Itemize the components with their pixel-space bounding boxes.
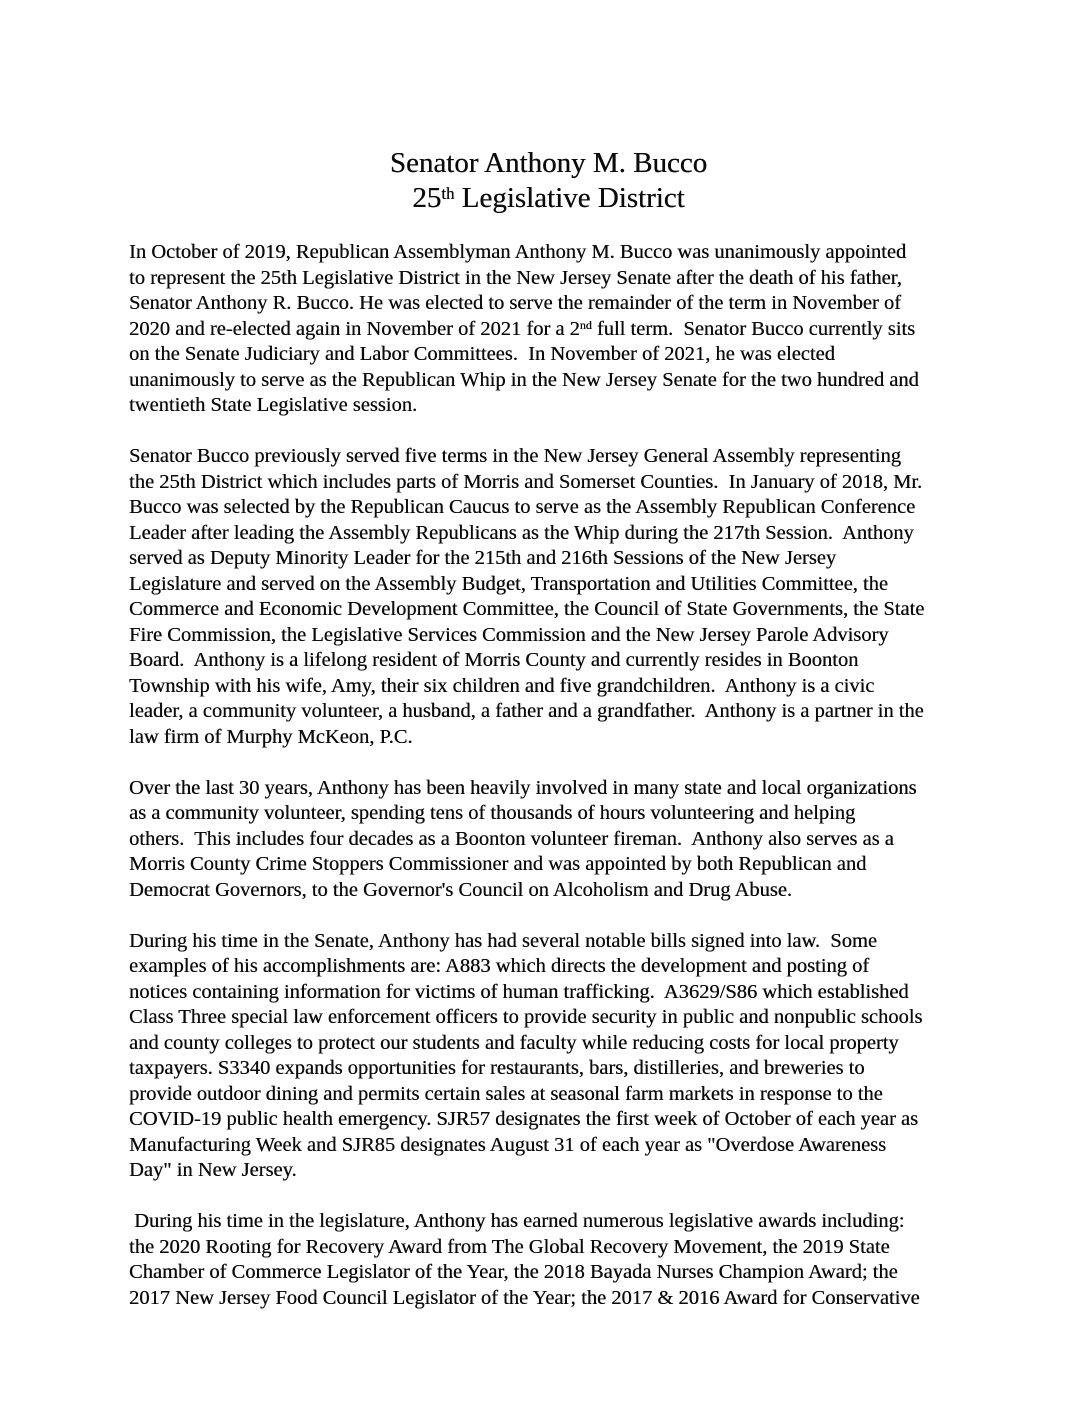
title-text: Senator Anthony M. Bucco (389, 147, 708, 179)
document-body (129, 240, 968, 1311)
paragraph-2 (129, 444, 968, 750)
text-line: Chamber of Commerce Legislator of the Year, the 2018 Bayada Nurses Champion Award; the (129, 1261, 898, 1283)
text-line: on the Senate Judiciary and Labor Committees. In November of 2021, he was elected (129, 343, 835, 365)
text-line: Fire Commission, the Legislative Services Commission and the New Jersey Parole Advisory (129, 623, 889, 646)
text-line: as a community volunteer, spending tens of thousands of hours volunteering and helping (129, 802, 856, 824)
text-line: Bucco was selected by the Republican Caucus to serve as the Assembly Republican Conference (129, 496, 916, 518)
paragraph-5 (129, 1209, 968, 1311)
text-line: unanimously to serve as the Republican Whip in the New Jersey Senate for the two hundred and (129, 368, 919, 391)
text-line: Township with his wife, Amy, their six children and five grandchildren. Anthony is a civic (129, 674, 875, 697)
text-segment: 2020 and re-elected again in November of 2021 for a 2 (129, 317, 580, 340)
document-title (129, 146, 968, 216)
text-line: leader, a community volunteer, a husband, a father and a grandfather. Anthony is a partner in the (129, 700, 924, 722)
text-line: In October of 2019, Republican Assemblyman Anthony M. Bucco was unanimously appointed (129, 241, 907, 263)
text-line: provide outdoor dining and permits certain sales at seasonal farm markets in response to the (129, 1082, 883, 1105)
text-line: taxpayers. S3340 expands opportunities for restaurants, bars, distilleries, and breweries to (129, 1057, 865, 1079)
text-line: to represent the 25th Legislative District in the New Jersey Senate after the death of his father, (129, 266, 902, 289)
text-line: served as Deputy Minority Leader for the 215th and 216th Sessions of the New Jersey (129, 547, 837, 569)
title-line-2 (129, 181, 968, 216)
title-text: 25 (412, 182, 442, 214)
text-line: notices containing information for victims of human trafficking. A3629/S86 which established (129, 980, 909, 1003)
superscript-ordinal: th (441, 184, 455, 204)
text-line: the 25th District which includes parts of Morris and Somerset Counties. In January of 2018, Mr. (129, 470, 923, 493)
superscript-ordinal: nd (579, 318, 592, 333)
text-line: and county colleges to protect our students and faculty while reducing costs for local property (129, 1031, 899, 1054)
title-line-1 (129, 146, 968, 181)
text-line: others. This includes four decades as a Boonton volunteer fireman. Anthony also serves as a (129, 827, 894, 850)
text-line: Leader after leading the Assembly Republicans as the Whip during the 217th Session. Anthony (129, 521, 914, 544)
text-line: Morris County Crime Stoppers Commissioner and was appointed by both Republican and (129, 853, 867, 875)
text-line: Day" in New Jersey. (129, 1159, 297, 1181)
text-line: Democrat Governors, to the Governor's Council on Alcoholism and Drug Abuse. (129, 878, 792, 901)
text-line: Over the last 30 years, Anthony has been heavily involved in many state and local organizations (129, 776, 917, 799)
text-line (129, 317, 968, 343)
text-line: the 2020 Rooting for Recovery Award from The Global Recovery Movement, the 2019 State (129, 1235, 890, 1258)
paragraph-1 (129, 240, 968, 419)
text-line: Class Three special law enforcement officers to provide security in public and nonpublic schools (129, 1006, 923, 1028)
paragraph-3 (129, 776, 968, 904)
text-line: COVID-19 public health emergency. SJR57 designates the first week of October of each year as (129, 1108, 918, 1130)
text-line: Board. Anthony is a lifelong resident of Morris County and currently resides in Boonton (129, 649, 859, 671)
text-line: Commerce and Economic Development Committee, the Council of State Governments, the State (129, 598, 925, 620)
text-segment: full term. Senator Bucco currently sits (591, 317, 916, 340)
title-text: Legislative District (454, 182, 685, 214)
text-line: 2017 New Jersey Food Council Legislator of the Year; the 2017 & 2016 Award for Conservative (129, 1286, 920, 1309)
text-line: Senator Anthony R. Bucco. He was elected to serve the remainder of the term in November of (129, 292, 901, 314)
text-line: During his time in the legislature, Anthony has earned numerous legislative awards including: (129, 1210, 905, 1232)
text-line: Legislature and served on the Assembly Budget, Transportation and Utilities Committee, the (129, 572, 888, 595)
paragraph-4 (129, 929, 968, 1184)
text-line: Manufacturing Week and SJR85 designates August 31 of each year as "Overdose Awareness (129, 1133, 887, 1156)
text-line: law firm of Murphy McKeon, P.C. (129, 725, 413, 748)
text-line: examples of his accomplishments are: A883 which directs the development and posting of (129, 955, 870, 977)
text-line: twentieth State Legislative session. (129, 394, 418, 416)
text-line: Senator Bucco previously served five terms in the New Jersey General Assembly representing (129, 445, 901, 467)
text-line: During his time in the Senate, Anthony has had several notable bills signed into law. Some (129, 929, 877, 952)
